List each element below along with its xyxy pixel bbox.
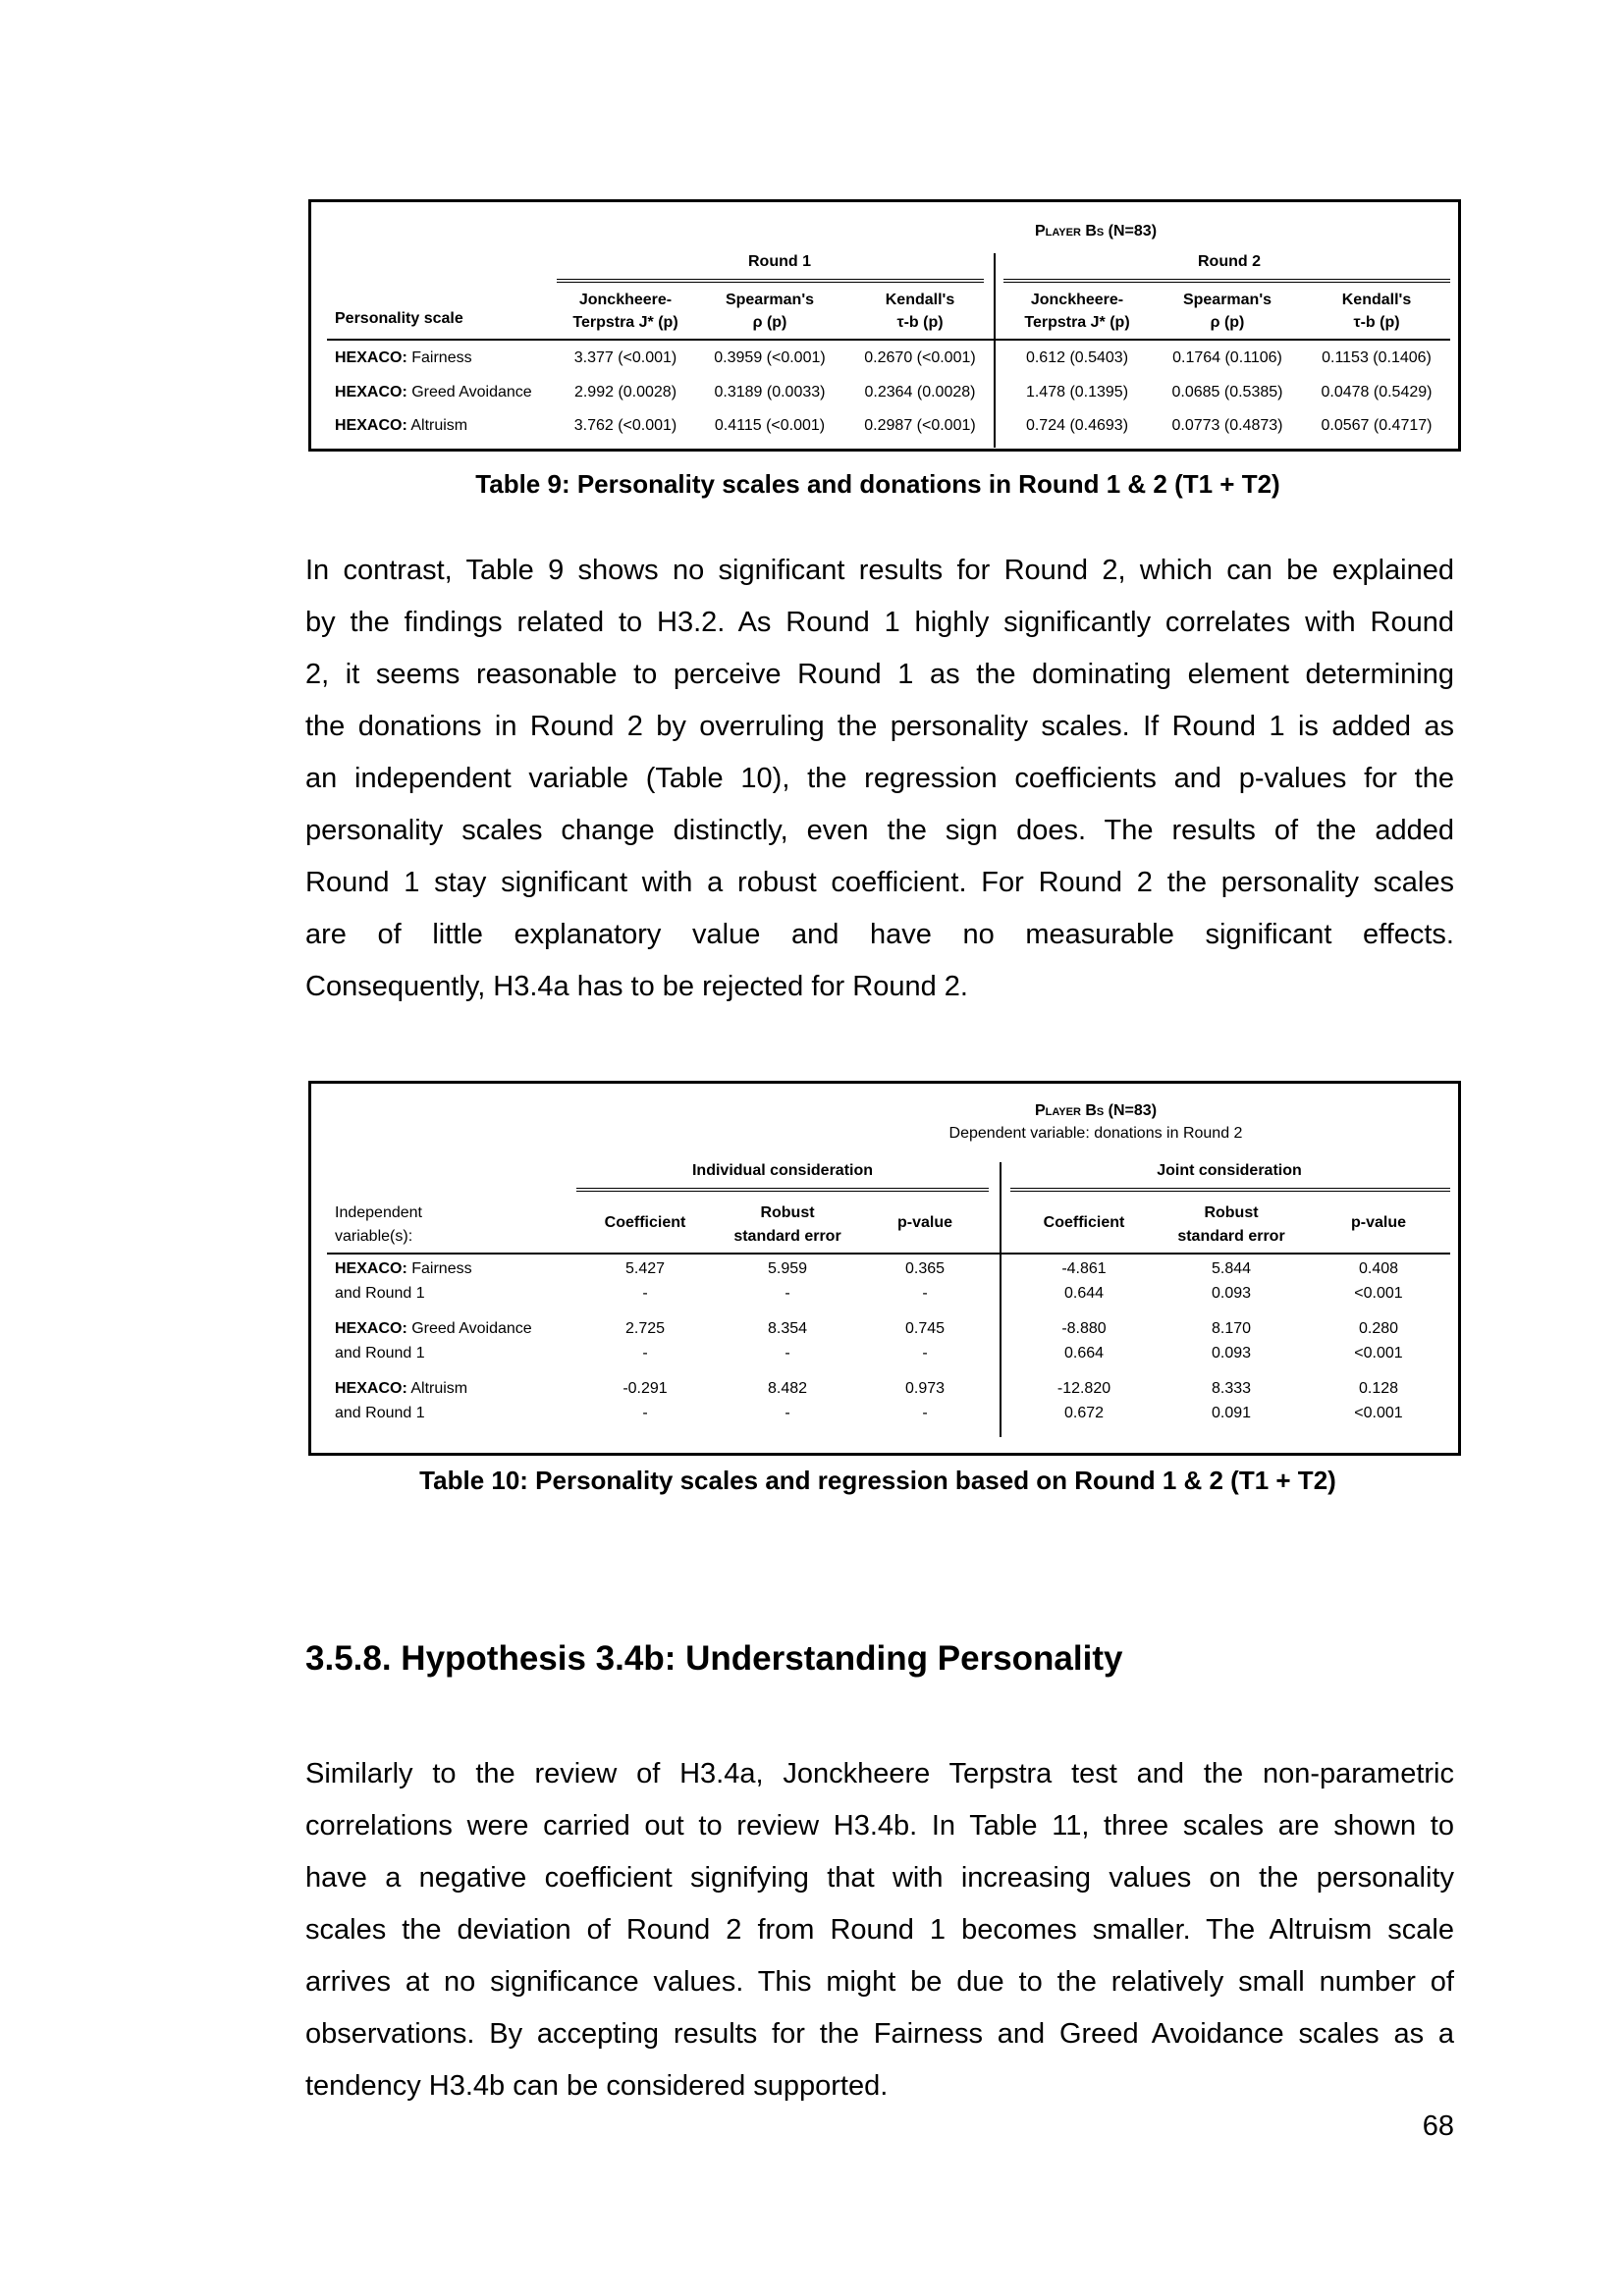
table10-coef-header-2: Coefficient: [1043, 1214, 1125, 1231]
cell: 0.612 (0.5403): [1025, 349, 1129, 366]
table9-col-header-5: Spearman's ρ (p): [1182, 292, 1272, 331]
text-line: observations. By accepting results for the Fairness and Greed Avoidance scales as a: [305, 2018, 1454, 2050]
table9-header-rule: [327, 339, 1450, 341]
row-label: HEXACO: Greed Avoidance: [335, 1320, 532, 1337]
table10-subtitle: Dependent variable: donations in Round 2: [948, 1125, 1243, 1142]
cell: 2.992 (0.0028): [573, 384, 677, 400]
cell: -12.820: [1056, 1380, 1111, 1397]
table9-round2-header: Round 2: [1198, 253, 1261, 270]
cell: -4.861: [1061, 1260, 1107, 1277]
text-line: tendency H3.4b can be considered supported.: [305, 2070, 889, 2102]
cell: 0.672: [1063, 1405, 1105, 1421]
body-paragraph-1: [305, 545, 1454, 1013]
cell: -: [922, 1285, 928, 1302]
text-line: Round 1 stay significant with a robust coefficient. For Round 2 the personality scales: [305, 867, 1454, 898]
table10-header-rule: [327, 1253, 1450, 1255]
text-line: the donations in Round 2 by overruling the personality scales. If Round 1 is added as: [305, 711, 1454, 742]
table10-pval-header-1: p-value: [896, 1214, 952, 1231]
cell: 8.333: [1211, 1380, 1252, 1397]
text-line: arrives at no significance values. This might be due to the relatively small number of: [305, 1966, 1454, 1998]
table9-round1-header: Round 1: [748, 253, 811, 270]
text-line: scales the deviation of Round 2 from Round 1 becomes smaller. The Altruism scale: [305, 1914, 1454, 1946]
cell: 0.664: [1063, 1345, 1105, 1362]
cell: 8.482: [767, 1380, 808, 1397]
cell: 0.128: [1358, 1380, 1399, 1397]
cell: 0.2364 (0.0028): [864, 384, 976, 400]
body-paragraph-2: [305, 1748, 1454, 2112]
table10-coef-header-1: Coefficient: [604, 1214, 686, 1231]
table10-group2-rule: [1010, 1188, 1450, 1192]
cell: 5.844: [1211, 1260, 1252, 1277]
cell: 0.0773 (0.4873): [1171, 417, 1283, 434]
table9-round1-rule: [557, 279, 984, 283]
row-label: HEXACO: Altruism: [335, 1380, 468, 1397]
text-line: 2, it seems reasonable to perceive Round 1 as the dominating element determining: [305, 659, 1454, 690]
cell: 0.093: [1211, 1285, 1252, 1302]
cell: 0.4115 (<0.001): [714, 417, 826, 434]
cell: 0.724 (0.4693): [1025, 417, 1129, 434]
table9-col-header-1: Jonckheere- Terpstra J* (p): [572, 292, 678, 331]
table9-col-header-6: Kendall's τ-b (p): [1341, 292, 1412, 331]
cell: <0.001: [1354, 1405, 1403, 1421]
row-sublabel: and Round 1: [335, 1405, 425, 1421]
cell: 0.3959 (<0.001): [714, 349, 826, 366]
cell: 0.2670 (<0.001): [864, 349, 976, 366]
cell: 3.377 (<0.001): [573, 349, 677, 366]
cell: 0.0685 (0.5385): [1171, 384, 1283, 400]
row-sublabel: and Round 1: [335, 1285, 425, 1302]
cell: 0.365: [904, 1260, 946, 1277]
cell: -: [642, 1285, 648, 1302]
table9-row-header: Personality scale: [335, 310, 463, 327]
table9-col-header-2: Spearman's ρ (p): [725, 292, 815, 331]
text-line: an independent variable (Table 10), the regression coefficients and p-values for the: [305, 763, 1454, 794]
cell: -: [642, 1405, 648, 1421]
cell: <0.001: [1354, 1345, 1403, 1362]
text-line: are of little explanatory value and have no measurable significant effects.: [305, 919, 1454, 950]
cell: 0.408: [1358, 1260, 1399, 1277]
text-line: Similarly to the review of H3.4a, Jonckheere Terpstra test and the non-parametric: [305, 1758, 1454, 1789]
text-line: In contrast, Table 9 shows no significant results for Round 2, which can be explained: [305, 555, 1454, 586]
cell: -: [785, 1405, 790, 1421]
page-number: 68: [1422, 2110, 1454, 2142]
cell: 0.093: [1211, 1345, 1252, 1362]
cell: 0.2987 (<0.001): [864, 417, 976, 434]
table9-round2-rule: [1003, 279, 1450, 283]
cell: 5.427: [624, 1260, 666, 1277]
text-line: Consequently, H3.4a has to be rejected for Round 2.: [305, 971, 968, 1002]
cell: -: [922, 1345, 928, 1362]
text-line: by the findings related to H3.2. As Round 1 highly significantly correlates with Round: [305, 607, 1454, 638]
cell: 0.1764 (0.1106): [1172, 349, 1282, 366]
section-heading: 3.5.8. Hypothesis 3.4b: Understanding Personality: [305, 1639, 1123, 1678]
table10-group1-header: Individual consideration: [691, 1162, 874, 1179]
table10-group1-rule: [576, 1188, 989, 1192]
row-label: HEXACO: Greed Avoidance: [335, 384, 532, 400]
cell: 0.3189 (0.0033): [714, 384, 826, 400]
cell: 0.280: [1358, 1320, 1399, 1337]
cell: 0.973: [904, 1380, 946, 1397]
row-label: HEXACO: Fairness: [335, 1260, 472, 1277]
cell: 2.725: [624, 1320, 666, 1337]
table10-rse-header-2: Robust standard error: [1177, 1204, 1285, 1245]
cell: 3.762 (<0.001): [573, 417, 677, 434]
table10-caption: Table 10: Personality scales and regression based on Round 1 & 2 (T1 + T2): [419, 1466, 1336, 1495]
row-label: HEXACO: Altruism: [335, 417, 468, 434]
cell: 0.0567 (0.4717): [1321, 417, 1433, 434]
table-10: [308, 1081, 1461, 1456]
table9-col-header-3: Kendall's τ-b (p): [885, 292, 955, 331]
text-line: have a negative coefficient signifying that with increasing values on the personality: [305, 1862, 1454, 1894]
cell: -: [642, 1345, 648, 1362]
table10-group2-header: Joint consideration: [1157, 1162, 1302, 1179]
table10-rse-header-1: Robust standard error: [733, 1204, 841, 1245]
table10-vertical-separator: [1000, 1162, 1001, 1437]
cell: <0.001: [1354, 1285, 1403, 1302]
cell: -: [922, 1405, 928, 1421]
cell: -8.880: [1061, 1320, 1107, 1337]
cell: -: [785, 1345, 790, 1362]
row-label: HEXACO: Fairness: [335, 349, 472, 366]
table9-col-header-4: Jonckheere- Terpstra J* (p): [1024, 292, 1130, 331]
cell: 8.354: [767, 1320, 808, 1337]
cell: 0.745: [904, 1320, 946, 1337]
table10-group-title: Player Bs (N=83): [1034, 1102, 1158, 1119]
cell: 5.959: [767, 1260, 808, 1277]
text-line: personality scales change distinctly, even the sign does. The results of the added: [305, 815, 1454, 846]
row-sublabel: and Round 1: [335, 1345, 425, 1362]
cell: -: [785, 1285, 790, 1302]
cell: 8.170: [1211, 1320, 1252, 1337]
cell: 0.0478 (0.5429): [1321, 384, 1433, 400]
table9-group-title: Player Bs (N=83): [1034, 223, 1158, 240]
text-line: correlations were carried out to review H3.4b. In Table 11, three scales are shown to: [305, 1810, 1454, 1842]
cell: 0.091: [1211, 1405, 1252, 1421]
table10-row-header: Independent variable(s):: [335, 1204, 422, 1245]
table10-pval-header-2: p-value: [1350, 1214, 1406, 1231]
cell: 1.478 (0.1395): [1025, 384, 1129, 400]
cell: 0.1153 (0.1406): [1322, 349, 1432, 366]
cell: -0.291: [623, 1380, 668, 1397]
table9-vertical-separator: [994, 253, 996, 448]
table9-caption: Table 9: Personality scales and donations in Round 1 & 2 (T1 + T2): [475, 469, 1280, 499]
table-9: [308, 199, 1461, 452]
cell: 0.644: [1063, 1285, 1105, 1302]
